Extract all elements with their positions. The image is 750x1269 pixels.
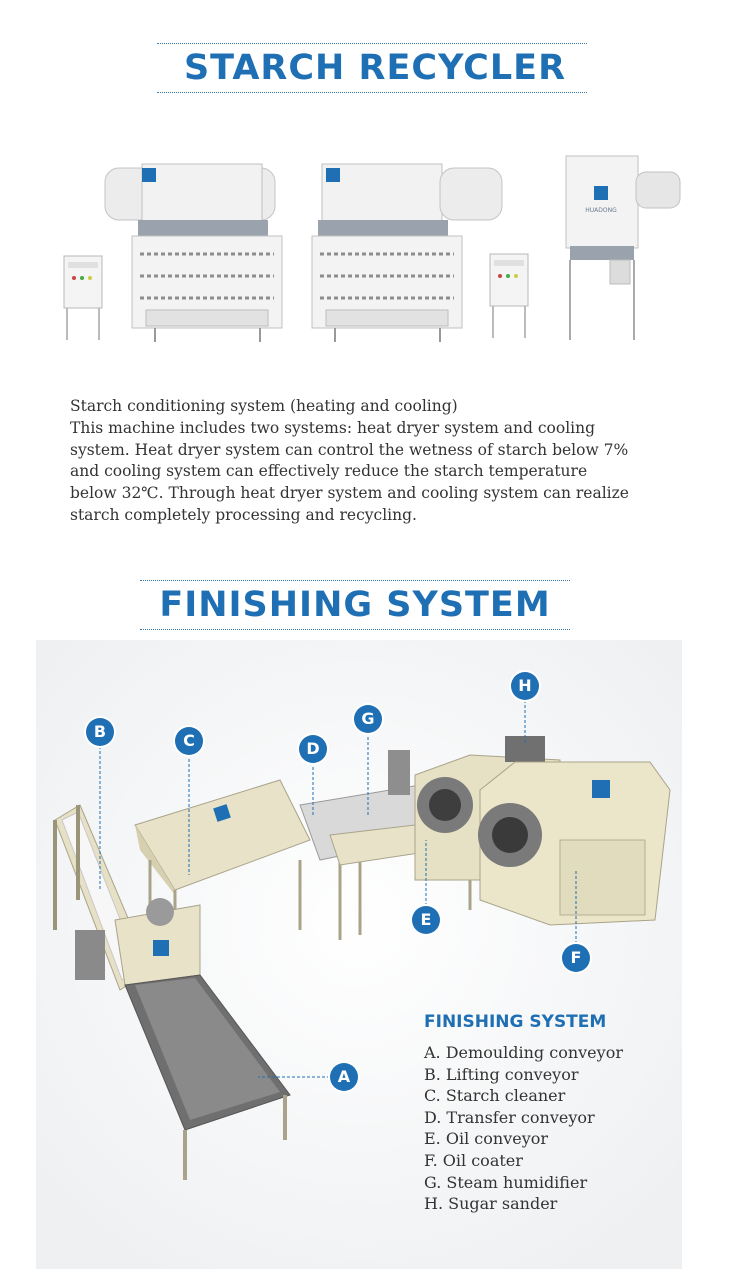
- section1-title: STARCH RECYCLER: [183, 48, 567, 88]
- starch-recycler-photo: [50, 150, 700, 350]
- legend-item: H. Sugar sander: [424, 1194, 558, 1214]
- description-line: Starch conditioning system (heating and cooling): [70, 397, 458, 415]
- dryer-unit-1: [105, 164, 282, 342]
- heading-rule-bottom: [140, 629, 570, 630]
- heading-rule-top: [157, 43, 587, 44]
- control-cabinet-left: [64, 256, 102, 340]
- legend-item: G. Steam humidifier: [424, 1172, 588, 1192]
- starch-recycler-description: [70, 396, 680, 527]
- description-line: below 32℃. Through heat dryer system and cooling system can realize: [70, 484, 629, 503]
- dryer-unit-2: [312, 164, 502, 342]
- description-line: This machine includes two systems: heat dryer system and cooling: [70, 418, 596, 437]
- marker-h: H: [511, 672, 539, 700]
- legend-item: B. Lifting conveyor: [424, 1064, 579, 1084]
- legend-item: A. Demoulding conveyor: [424, 1043, 623, 1062]
- marker-a: A: [330, 1063, 358, 1091]
- description-line: starch completely processing and recycling.: [70, 505, 417, 524]
- description-line: system. Heat dryer system can control the wetness of starch below 7%: [70, 440, 629, 459]
- legend-item: E. Oil conveyor: [424, 1129, 549, 1149]
- legend-title: FINISHING SYSTEM: [424, 1012, 607, 1032]
- heading-rule-bottom: [157, 92, 587, 93]
- brand-label: HUADONG: [585, 207, 617, 214]
- legend-item: D. Transfer conveyor: [424, 1107, 595, 1127]
- oil-coater: [478, 762, 670, 925]
- marker-f: F: [562, 944, 590, 972]
- legend-item: C. Starch cleaner: [424, 1086, 566, 1106]
- finishing-system-legend: [424, 1012, 724, 1215]
- control-cabinet-right: [490, 254, 528, 338]
- section2-title: FINISHING SYSTEM: [159, 585, 551, 625]
- marker-e: E: [412, 906, 440, 934]
- legend-item: F. Oil coater: [424, 1150, 523, 1170]
- description-line: and cooling system can effectively reduce the starch temperature: [70, 462, 588, 481]
- marker-c: C: [175, 727, 203, 755]
- heading-rule-top: [140, 580, 570, 581]
- marker-d: D: [299, 735, 327, 763]
- cooling-unit: [566, 156, 680, 340]
- marker-b: B: [86, 718, 114, 746]
- marker-g: G: [354, 705, 382, 733]
